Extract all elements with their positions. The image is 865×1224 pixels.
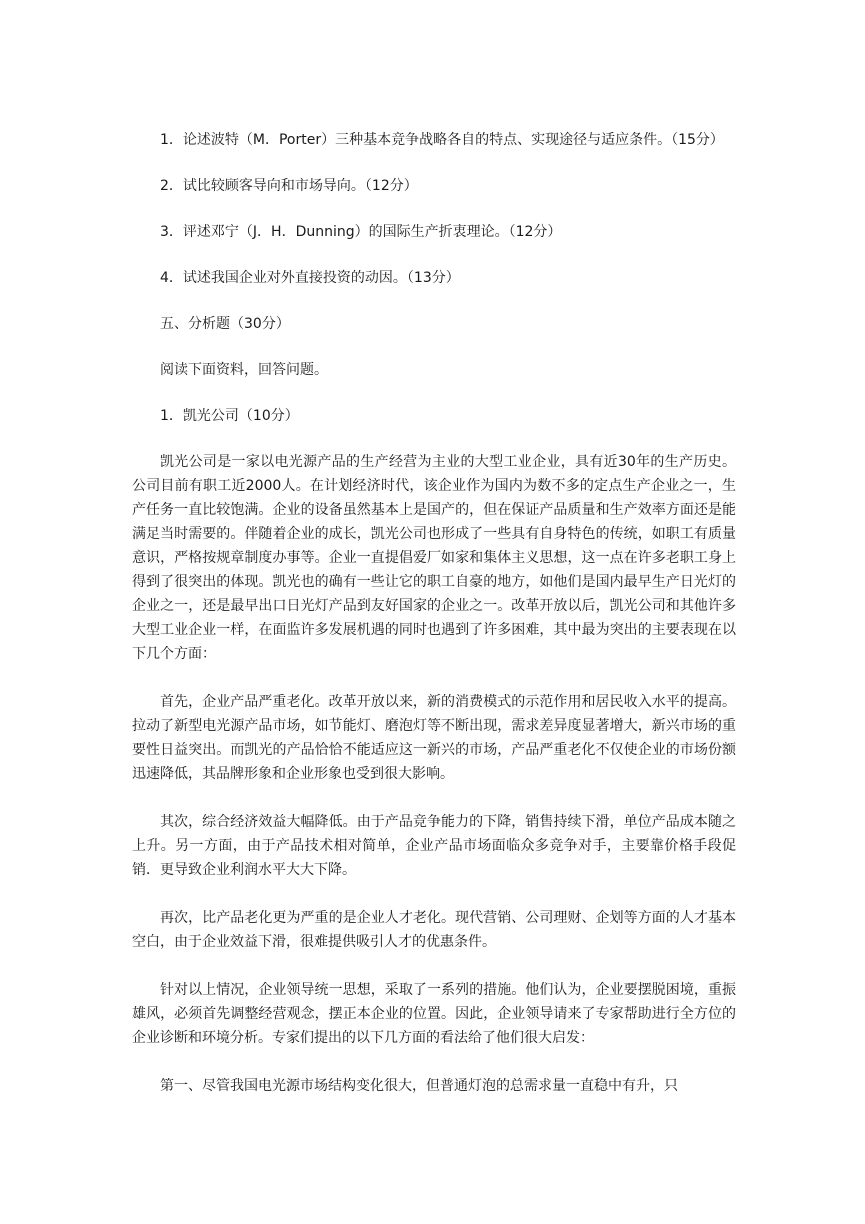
case-paragraph-point-one: 第一、尽管我国电光源市场结构变化很大，但普通灯泡的总需求量一直稳中有升，只 [160, 1078, 678, 1094]
reading-instruction: 阅读下面资料，回答问题。 [160, 362, 328, 378]
question-1: 1．论述波特（M．Porter）三种基本竞争战略各自的特点、实现途径与适应条件。（15分） [160, 132, 724, 148]
case-paragraph-third: 再次，比产品老化更为严重的是企业人才老化。现代营销、公司理财、企划等方面的人才基本空白，由于企业效益下滑，很难提供吸引人才的优惠条件。 [132, 910, 736, 950]
case-paragraph-first: 首先，企业产品严重老化。改革开放以来，新的消费模式的示范作用和居民收入水平的提高。拉动了新型电光源产品市场，如节能灯、磨泡灯等不断出现，需求差异度显著增大，新兴市场的重要性日益突出。而凯光的产品恰恰不能适应这一新兴的市场，产品严重老化不仅使企业的市场份额迅速降低，其品牌形象和企业形象也受到很大影响。 [132, 694, 736, 782]
section-heading-analysis: 五、分析题（30分） [160, 316, 290, 332]
text-column [132, 128, 736, 1098]
question-2: 2．试比较顾客导向和市场导向。（12分） [160, 178, 418, 194]
case-title: 1．凯光公司（10分） [160, 408, 299, 424]
case-paragraph-intro: 凯光公司是一家以电光源产品的生产经营为主业的大型工业企业，具有近30年的生产历史。公司目前有职工近2000人。在计划经济时代，该企业作为国内为数不多的定点生产企业之一，生产任务一直比较饱满。企业的设备虽然基本上是国产的，但在保证产品质量和生产效率方面还是能满足当时需要的。伴随着企业的成长，凯光公司也形成了一些具有自身特色的传统，如职工有质量意识，严格按规章制度办事等。企业一直提倡爱厂如家和集体主义思想，这一点在许多老职工身上得到了很突出的体现。凯光也的确有一些让它的职工自豪的地方，如他们是国内最早生产日光灯的企业之一，还是最早出口日光灯产品到友好国家的企业之一。改革开放以后，凯光公司和其他许多大型工业企业一样，在面监许多发展机遇的同时也遇到了许多困难，其中最为突出的主要表现在以下几个方面： [132, 454, 736, 662]
case-paragraph-second: 其次，综合经济效益大幅降低。由于产品竞争能力的下降，销售持续下滑，单位产品成本随之上升。另一方面，由于产品技术相对简单，企业产品市场面临众多竞争对手，主要靠价格手段促销．更导致企业利润水平大大下降。 [132, 814, 736, 878]
question-4: 4．试述我国企业对外直接投资的动因。（13分） [160, 270, 460, 286]
case-paragraph-measures: 针对以上情况，企业领导统一思想，采取了一系列的措施。他们认为，企业要摆脱困境，重振雄风，必须首先调整经营观念，摆正本企业的位置。因此，企业领导请来了专家帮助进行全方位的企业诊断和环境分析。专家们提出的以下几方面的看法给了他们很大启发： [132, 982, 736, 1046]
question-3: 3．评述邓宁（J．H．Dunning）的国际生产折衷理论。（12分） [160, 224, 562, 240]
